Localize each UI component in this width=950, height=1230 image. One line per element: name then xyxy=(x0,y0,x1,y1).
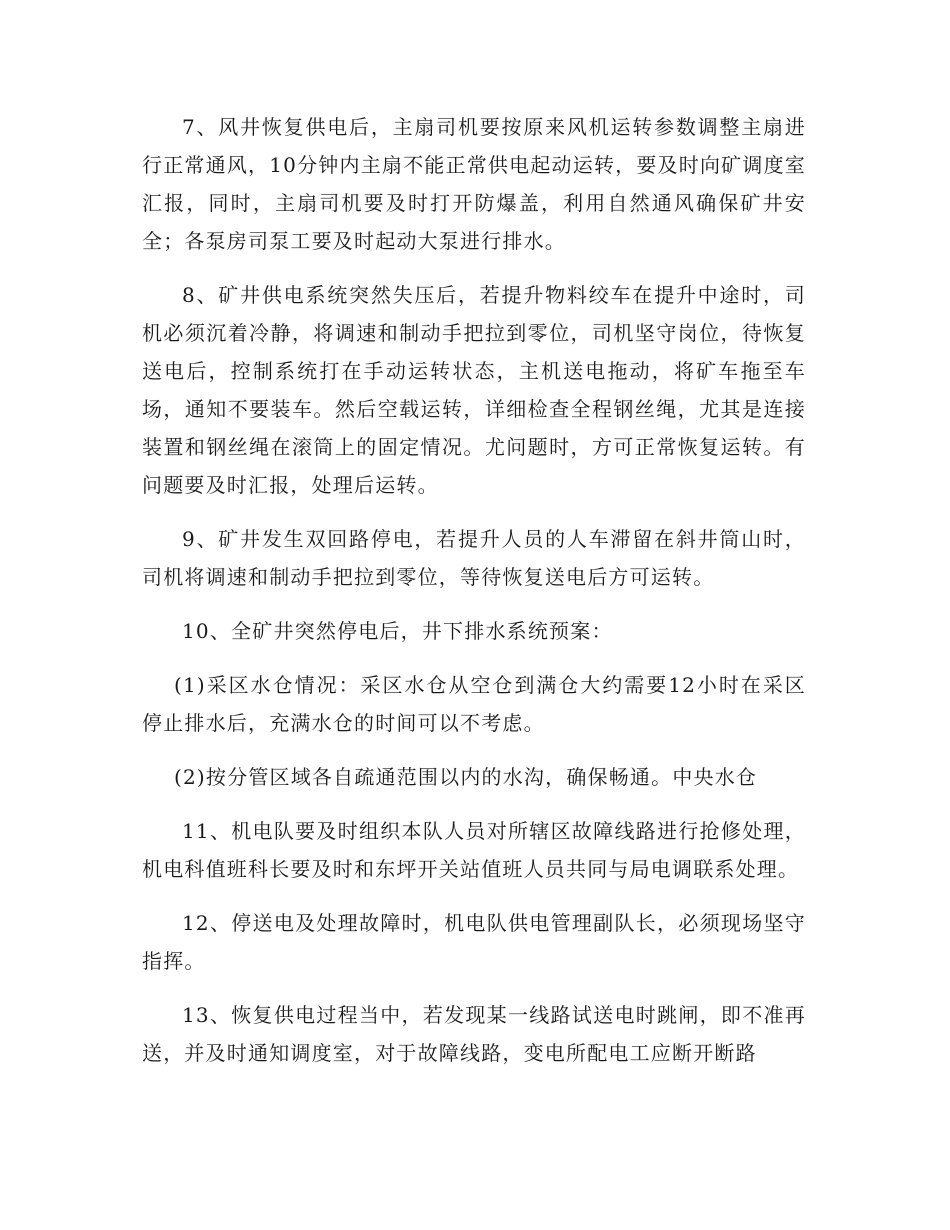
paragraph-12: 12、停送电及处理故障时，机电队供电管理副队长，必须现场坚守指挥。 xyxy=(142,911,806,973)
paragraph-7: 7、风井恢复供电后，主扇司机要按原来风机运转参数调整主扇进行正常通风，10分钟内主扇不能正常供电起动运转，要及时向矿调度室汇报，同时，主扇司机要及时打开防爆盖，利用自然通风确保矿井安全；各泵房司泵工要及时起动大泵进行排水。 xyxy=(142,115,806,253)
paragraph-8: 8、矿井供电系统突然失压后，若提升物料绞车在提升中途时，司机必须沉着冷静，将调速和制动手把拉到零位，司机坚守岗位，待恢复送电后，控制系统打在手动运转状态，主机送电拖动，将矿车拖至车场，通知不要装车。然后空载运转，详细检查全程钢丝绳，尤其是连接装置和钢丝绳在滚筒上的固定情况。尤问题时，方可正常恢复运转。有问题要及时汇报，处理后运转。 xyxy=(142,283,806,497)
paragraph-9: 9、矿井发生双回路停电，若提升人员的人车滞留在斜井筒山时，司机将调速和制动手把拉到零位，等待恢复送电后方可运转。 xyxy=(142,527,806,589)
document-body xyxy=(142,108,806,1088)
paragraph-10-item-1: (1)采区水仓情况：采区水仓从空仓到满仓大约需要12小时在采区停止排水后，充满水仓的时间可以不考虑。 xyxy=(142,673,806,735)
paragraph-11: 11、机电队要及时组织本队人员对所辖区故障线路进行抢修处理，机电科值班科长要及时和东坪开关站值班人员共同与局电调联系处理。 xyxy=(142,819,806,881)
paragraph-10: 10、全矿井突然停电后，井下排水系统预案： xyxy=(182,619,613,643)
paragraph-13: 13、恢复供电过程当中，若发现某一线路试送电时跳闸，即不准再送，并及时通知调度室，对于故障线路，变电所配电工应断开断路 xyxy=(142,1003,806,1065)
paragraph-10-item-2: (2)按分管区域各自疏通范围以内的水沟，确保畅通。中央水仓 xyxy=(174,765,758,789)
